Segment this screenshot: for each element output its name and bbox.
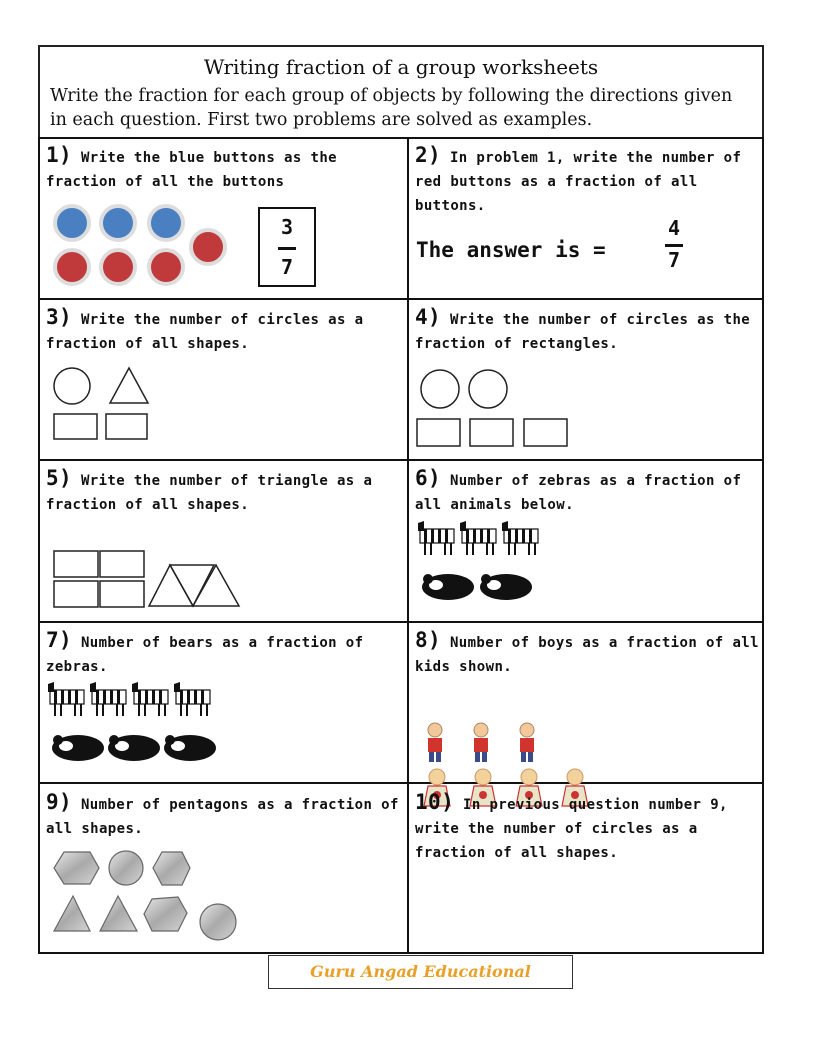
question-text: Write the number of circles as the fraction of rectangles. bbox=[415, 312, 751, 352]
shapes-group-icon bbox=[52, 367, 162, 447]
question-8 bbox=[415, 628, 760, 679]
divider bbox=[407, 139, 409, 952]
question-2 bbox=[415, 143, 755, 218]
question-number: 9) bbox=[46, 790, 73, 814]
question-5 bbox=[46, 466, 401, 517]
worksheet bbox=[38, 45, 764, 861]
question-1 bbox=[46, 143, 401, 194]
answer-label: The answer is = bbox=[416, 238, 606, 262]
question-number: 5) bbox=[46, 466, 73, 490]
answer-box bbox=[258, 207, 316, 287]
numerator: 3 bbox=[280, 215, 294, 239]
divider bbox=[40, 459, 762, 461]
question-text: Number of zebras as a fraction of all animals below. bbox=[415, 473, 742, 513]
question-number: 2) bbox=[415, 143, 442, 167]
question-number: 1) bbox=[46, 143, 73, 167]
question-number: 8) bbox=[415, 628, 442, 652]
question-text: Number of boys as a fraction of all kids shown. bbox=[415, 635, 759, 675]
page-title: Writing fraction of a group worksheets bbox=[203, 55, 599, 79]
question-number: 4) bbox=[415, 305, 442, 329]
question-text: Write the blue buttons as the fraction of all the buttons bbox=[46, 150, 337, 190]
question-text: Write the number of circles as a fraction of all shapes. bbox=[46, 312, 364, 352]
animals-group-icon bbox=[48, 682, 228, 772]
shapes-group-icon bbox=[52, 849, 242, 944]
denominator: 7 bbox=[667, 248, 681, 272]
question-number: 3) bbox=[46, 305, 73, 329]
shapes-group-icon bbox=[52, 549, 247, 614]
worksheet-header bbox=[38, 45, 764, 139]
question-text: Number of bears as a fraction of zebras. bbox=[46, 635, 364, 675]
question-text: In problem 1, write the number of red buttons as a fraction of all buttons. bbox=[415, 150, 742, 214]
question-7 bbox=[46, 628, 401, 679]
shapes-group-icon bbox=[416, 368, 576, 448]
question-10 bbox=[415, 790, 760, 865]
question-6 bbox=[415, 466, 760, 517]
question-3 bbox=[46, 305, 401, 356]
question-number: 7) bbox=[46, 628, 73, 652]
fraction-bar bbox=[278, 247, 296, 250]
question-text: Write the number of triangle as a fraction of all shapes. bbox=[46, 473, 373, 513]
divider bbox=[40, 782, 762, 784]
divider bbox=[40, 621, 762, 623]
divider bbox=[40, 298, 762, 300]
answer-fraction bbox=[662, 216, 686, 276]
footer-brand: Guru Angad Educational bbox=[268, 955, 573, 989]
denominator: 7 bbox=[280, 255, 294, 279]
question-9 bbox=[46, 790, 401, 841]
instructions: Write the fraction for each group of objects by following the directions given in each question. First two problems are solved as examples. bbox=[50, 86, 733, 130]
question-number: 6) bbox=[415, 466, 442, 490]
question-text: Number of pentagons as a fraction of all shapes. bbox=[46, 797, 399, 837]
question-grid bbox=[38, 137, 764, 954]
numerator: 4 bbox=[667, 216, 681, 240]
buttons-group-icon bbox=[50, 201, 240, 291]
question-4 bbox=[415, 305, 760, 356]
question-text: In previous question number 9, write the number of circles as a fraction of all shapes. bbox=[415, 797, 728, 861]
question-number: 10) bbox=[415, 790, 455, 814]
animals-group-icon bbox=[418, 521, 558, 611]
fraction-bar bbox=[665, 244, 683, 247]
